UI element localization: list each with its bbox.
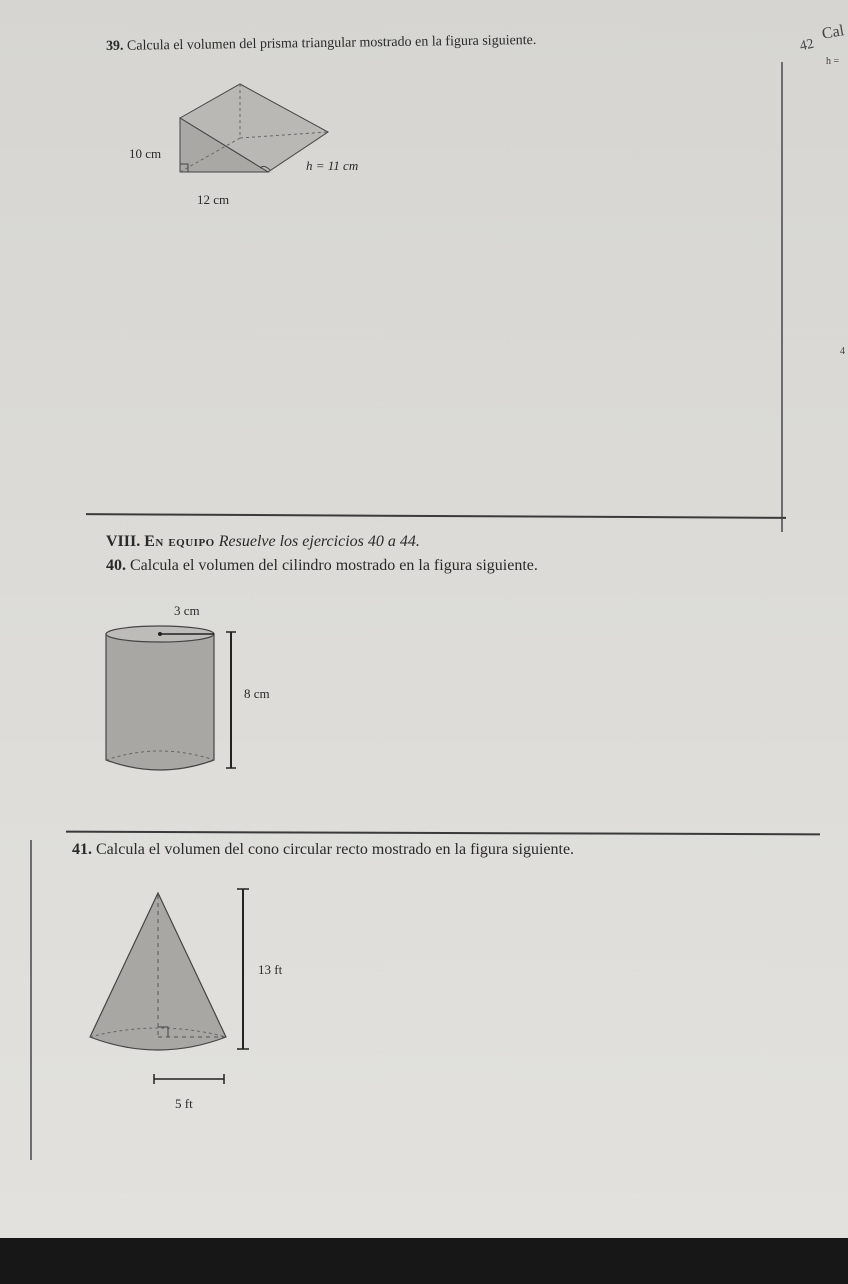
next-page-question-text: Cal: [820, 22, 846, 43]
section-roman-numeral: VIII.: [106, 533, 141, 550]
question-41-number: 41.: [72, 841, 92, 858]
question-41: [72, 841, 574, 859]
prism-base-label: 12 cm: [197, 192, 230, 207]
question-40: [106, 557, 538, 575]
cylinder-figure: [100, 620, 260, 785]
prism-height-label: 10 cm: [129, 146, 162, 161]
question-39-number: 39.: [105, 38, 124, 55]
question-39: [106, 33, 537, 55]
question-40-text: Calcula el volumen del cilindro mostrado en la figura siguiente.: [130, 557, 538, 574]
divider-1: [86, 513, 786, 519]
cone-figure: [88, 885, 268, 1065]
next-page-question-number: 42: [798, 36, 816, 55]
triangular-prism-figure: [160, 80, 380, 200]
left-margin-line: [30, 840, 32, 1160]
cone-height-label: 13 ft: [258, 962, 283, 977]
divider-2: [66, 831, 820, 836]
section-instruction: Resuelve los ejercicios 40 a 44.: [218, 533, 420, 550]
question-40-number: 40.: [106, 557, 126, 574]
section-heading: [106, 533, 420, 551]
question-41-text: Calcula el volumen del cono circular recto mostrado en la figura siguiente.: [96, 841, 575, 858]
next-page-h-mark: h =: [826, 56, 840, 67]
desk-background: [0, 1238, 848, 1284]
cone-radius-label: 5 ft: [175, 1096, 193, 1111]
section-title: En equipo: [144, 533, 215, 550]
right-margin-line: [781, 62, 783, 532]
cylinder-radius-label: 3 cm: [174, 603, 200, 618]
cylinder-height-label: 8 cm: [244, 686, 270, 701]
next-page-small-mark: 4: [840, 346, 845, 357]
prism-length-label: h = 11 cm: [306, 158, 359, 173]
question-39-text: Calcula el volumen del prisma triangular mostrado en la figura siguiente.: [126, 32, 537, 54]
